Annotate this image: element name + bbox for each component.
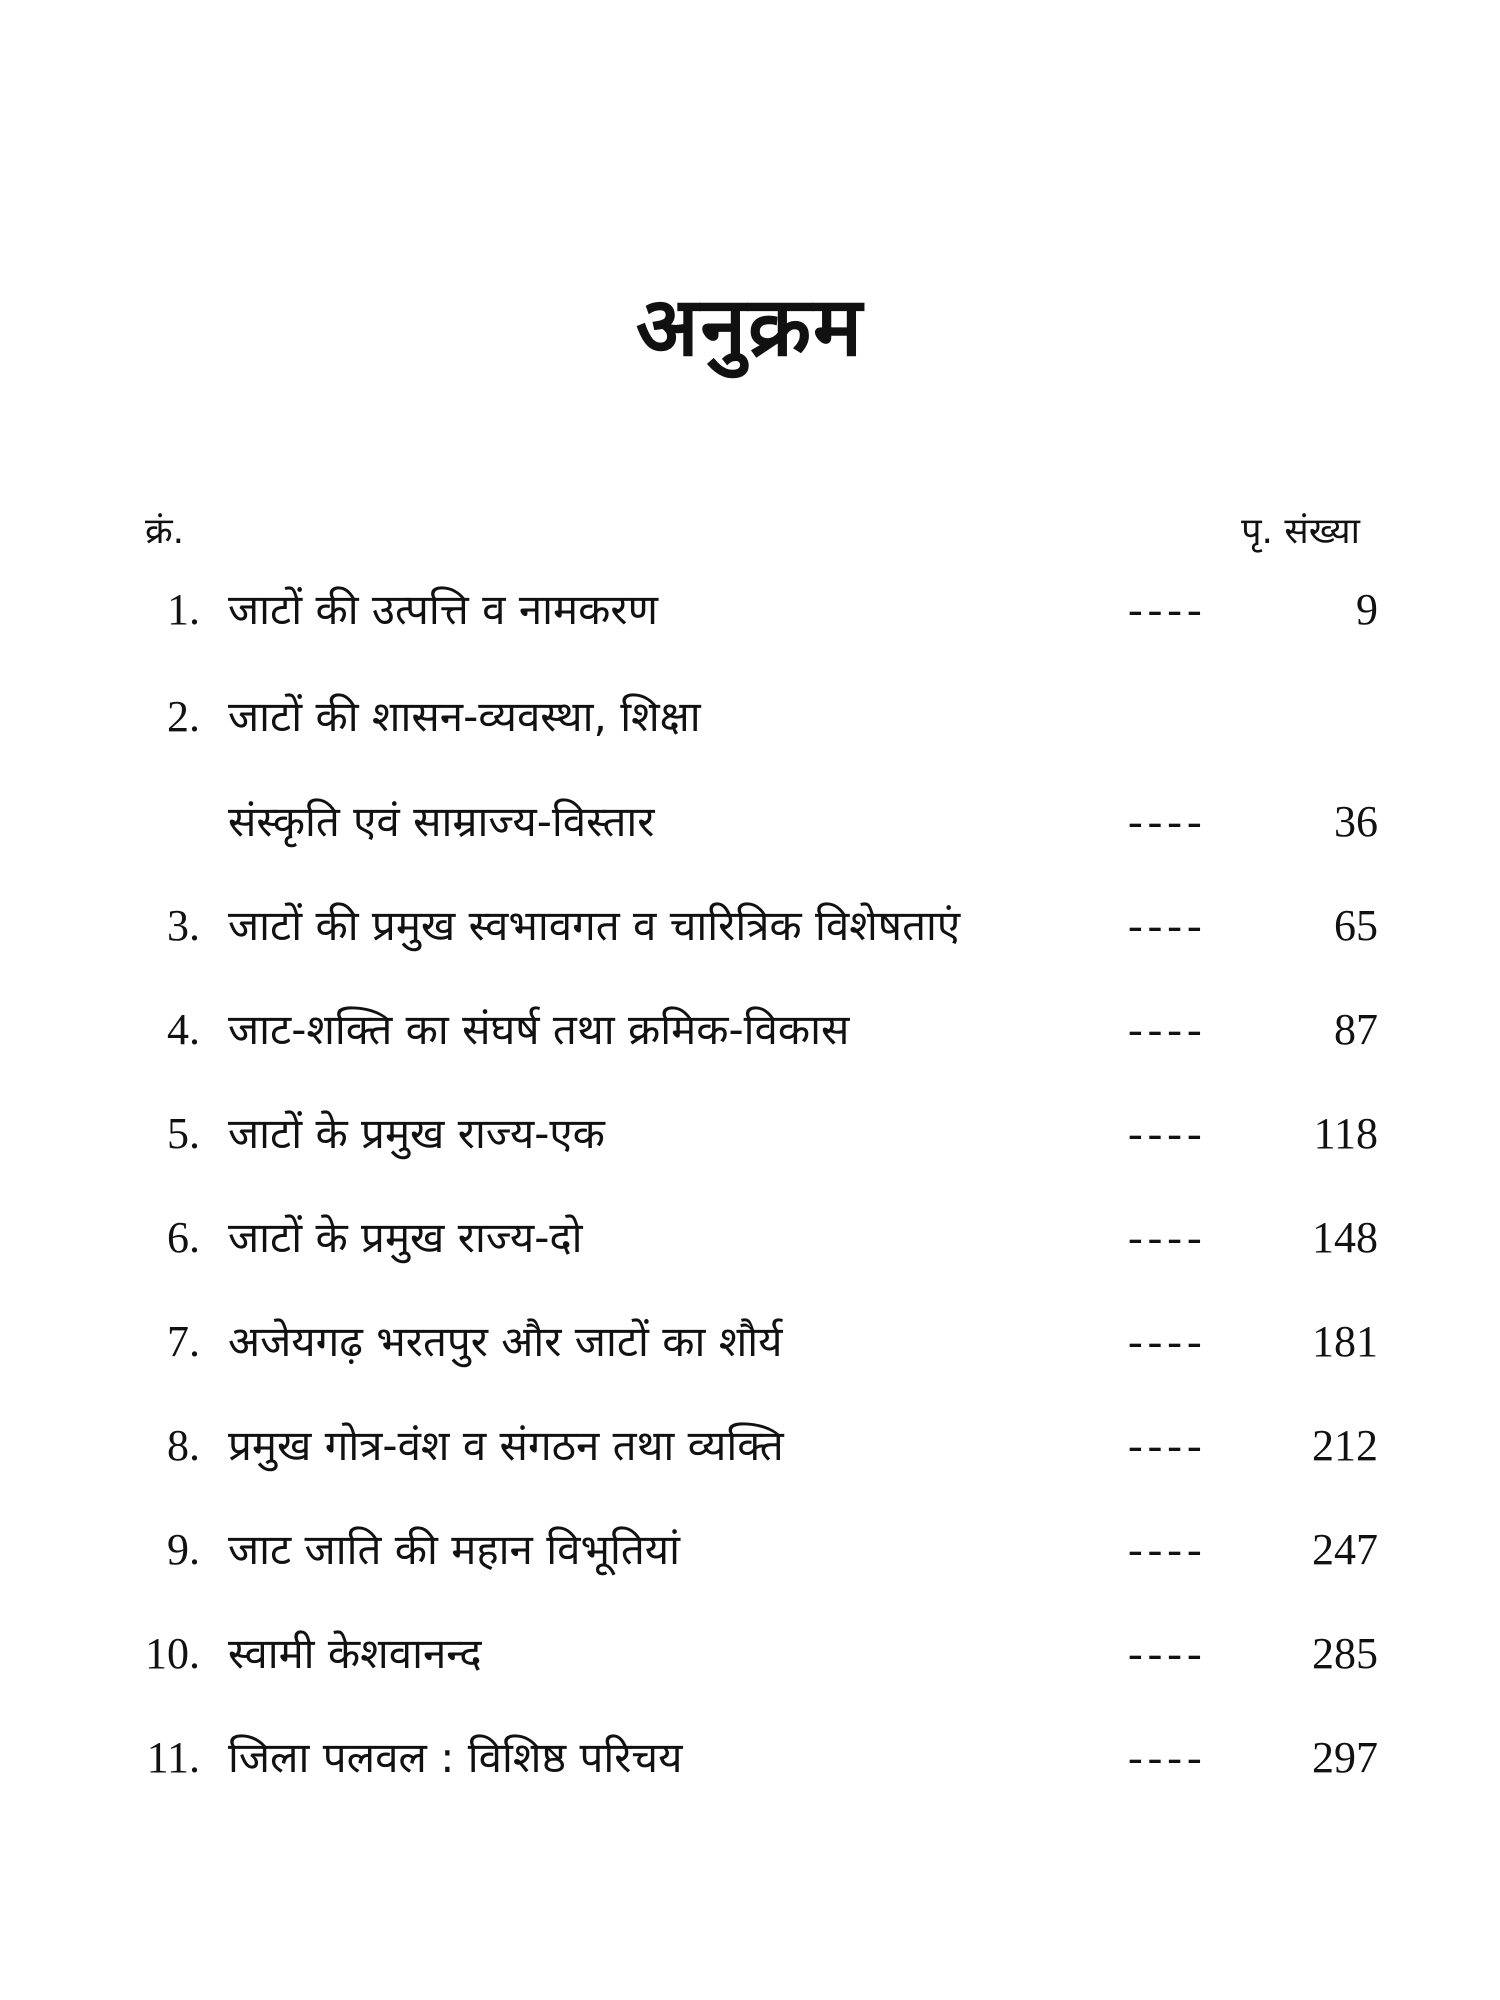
entry-leader: ---- [1128,1629,1207,1678]
entry-number: 2. [167,692,200,741]
entry-page: 247 [1312,1525,1378,1574]
entry-number: 9. [167,1525,200,1574]
entry-leader: ---- [1128,1213,1207,1262]
entry-leader: ---- [1128,1317,1207,1366]
toc-entry [0,1312,1500,1372]
entry-page: 65 [1334,901,1378,950]
entry-page: 297 [1312,1733,1378,1782]
toc-entry [0,1208,1500,1268]
toc-entry [0,1624,1500,1684]
entry-number: 3. [167,901,200,950]
entry-page: 36 [1334,797,1378,846]
entry-leader: ---- [1128,797,1207,846]
entry-title: जाटों की उत्पत्ति व नामकरण [228,585,658,634]
entry-leader: ---- [1128,1525,1207,1574]
entry-title: जाटों की प्रमुख स्वभावगत व चारित्रिक विशेषताएं [228,901,961,950]
entry-leader: ---- [1128,585,1207,634]
entry-number: 10. [145,1629,200,1678]
entry-title: जाटों के प्रमुख राज्य-दो [228,1213,583,1262]
entry-title: जाटों के प्रमुख राज्य-एक [228,1109,605,1158]
toc-entry [0,1520,1500,1580]
toc-entry [0,687,1500,747]
entry-title: स्वामी केशवानन्द [228,1629,482,1678]
toc-entry [0,580,1500,640]
page-column-header: पृ. संख्या [1241,511,1360,552]
entry-title: जिला पलवल : विशिष्ठ परिचय [228,1733,683,1782]
entry-page: 181 [1312,1317,1378,1366]
entry-number: 11. [146,1733,200,1782]
entry-leader: ---- [1128,901,1207,950]
entry-title: अजेयगढ़ भरतपुर और जाटों का शौर्य [228,1317,783,1366]
entry-number: 1. [167,585,200,634]
entry-leader: ---- [1128,1109,1207,1158]
entry-page: 148 [1312,1213,1378,1262]
entry-leader: ---- [1128,1733,1207,1782]
toc-entry [0,1104,1500,1164]
entry-leader: ---- [1128,1421,1207,1470]
entry-leader: ---- [1128,1005,1207,1054]
entry-number: 4. [167,1005,200,1054]
toc-entry [0,1416,1500,1476]
page-title: अनुक्रम [635,280,865,375]
entry-number: 8. [167,1421,200,1470]
entry-page: 9 [1356,585,1378,634]
entry-title: जाट-शक्ति का संघर्ष तथा क्रमिक-विकास [228,1005,850,1054]
entry-number: 6. [167,1213,200,1262]
toc-entry-continuation [0,792,1500,852]
entry-page: 87 [1334,1005,1378,1054]
entry-page: 118 [1313,1109,1378,1158]
toc-entry [0,1000,1500,1060]
entry-page: 285 [1312,1629,1378,1678]
entry-number: 5. [167,1109,200,1158]
number-column-header: क्रं. [145,511,185,552]
entry-number: 7. [167,1317,200,1366]
entry-title: जाट जाति की महान विभूतियां [228,1525,681,1574]
toc-entry [0,1728,1500,1788]
entry-title: जाटों की शासन-व्यवस्था, शिक्षा [228,692,701,741]
entry-page: 212 [1312,1421,1378,1470]
entry-title-continuation: संस्कृति एवं साम्राज्य-विस्तार [228,797,655,846]
entry-title: प्रमुख गोत्र-वंश व संगठन तथा व्यक्ति [228,1421,784,1470]
toc-entry [0,896,1500,956]
